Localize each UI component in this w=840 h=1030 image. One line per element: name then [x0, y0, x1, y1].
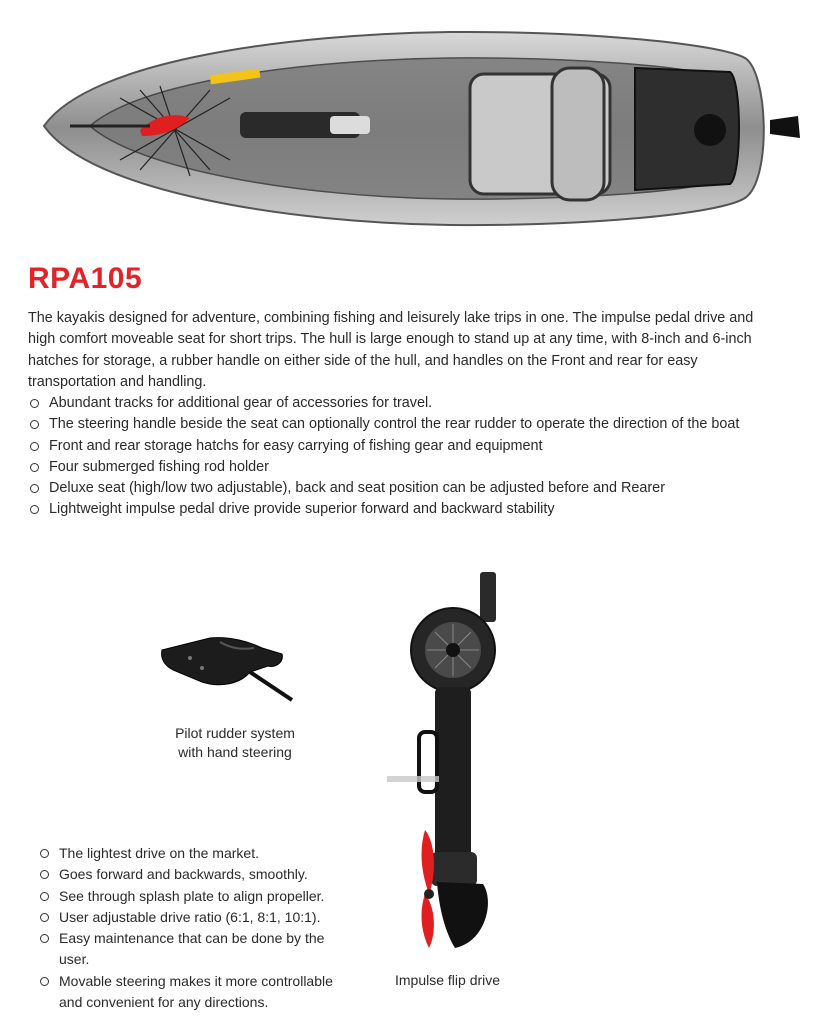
feature-item: The steering handle beside the seat can optionally control the rear rudder to operate the direction of the boat — [28, 414, 798, 435]
drive-feature-item: Goes forward and backwards, smoothly. — [38, 864, 348, 885]
impulse-drive-image — [385, 572, 520, 954]
feature-item: Abundant tracks for additional gear of accessories for travel. — [28, 393, 798, 414]
drive-caption: Impulse flip drive — [395, 972, 501, 988]
feature-item: Front and rear storage hatchs for easy carrying of fishing gear and equipment — [28, 436, 798, 457]
drive-feature-item: Movable steering makes it more controllable and convenient for any directions. — [38, 971, 348, 1014]
feature-item: Lightweight impulse pedal drive provide superior forward and backward stability — [28, 499, 798, 520]
drive-feature-list — [38, 843, 348, 1013]
product-title: RPA105 — [28, 262, 143, 295]
feature-item: Four submerged fishing rod holder — [28, 457, 798, 478]
rudder-system-image — [150, 628, 300, 708]
product-feature-list — [28, 393, 798, 521]
product-description: The kayakis designed for adventure, combining fishing and leisurely lake trips in one. The impulse pedal drive and high comfort moveable seat for short trips. The hull is large enough to stand up at any time, with 8-inch and 6-inch hatches for storage, a rubber handle on either side of the hull, and handles on the Front and rear for easy transportation and handling. — [28, 310, 754, 390]
drive-feature-item: See through splash plate to align propeller. — [38, 886, 348, 907]
rudder-caption-line: Pilot rudder system — [175, 725, 295, 741]
kayak-top-view-image — [30, 20, 810, 240]
rudder-caption — [150, 724, 320, 762]
feature-item: Deluxe seat (high/low two adjustable), back and seat position can be adjusted before and Rearer — [28, 478, 798, 499]
drive-feature-item: Easy maintenance that can be done by the user. — [38, 928, 348, 971]
drive-feature-item: User adjustable drive ratio (6:1, 8:1, 10:1). — [38, 907, 348, 928]
drive-feature-item: The lightest drive on the market. — [38, 843, 348, 864]
rudder-caption-line: with hand steering — [178, 744, 292, 760]
